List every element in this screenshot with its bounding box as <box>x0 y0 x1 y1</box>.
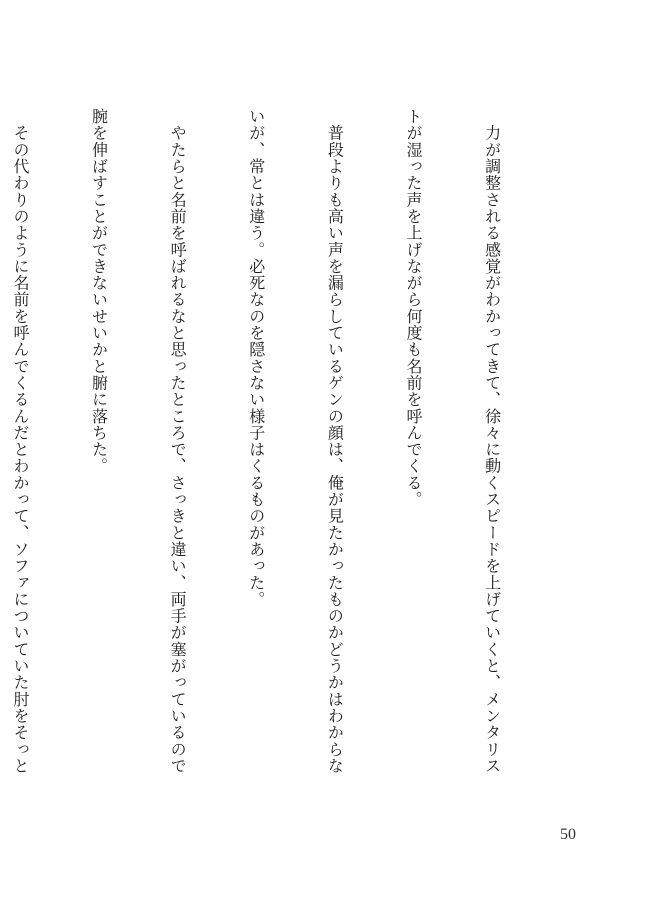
text-line: その代わりのように名前を呼んでくるんだとわかって、ソファについていた肘をそっと <box>10 108 30 774</box>
vertical-body-text <box>0 108 557 848</box>
text-line: トが湿った声を上げながら何度も名前を呼んでくる。 <box>403 108 423 508</box>
text-line: 普段よりも高い声を漏らしているゲンの顔は、俺が見たかったものかどうかはわからな <box>325 108 345 774</box>
text-line: 力が調整される感覚がわかってきて、徐々に動くスピードを上げていくと、メンタリス <box>482 108 502 774</box>
text-line: いが、常とは違う。必死なのを隠さない様子はくるものがあった。 <box>246 108 266 608</box>
text-line: 腕を伸ばすことができないせいかと腑に落ちた。 <box>89 108 109 475</box>
text-line: やたらと名前を呼ばれるなと思ったところで、さっきと違い、両手が塞がっているので <box>168 108 188 774</box>
page-number: 50 <box>560 826 576 843</box>
